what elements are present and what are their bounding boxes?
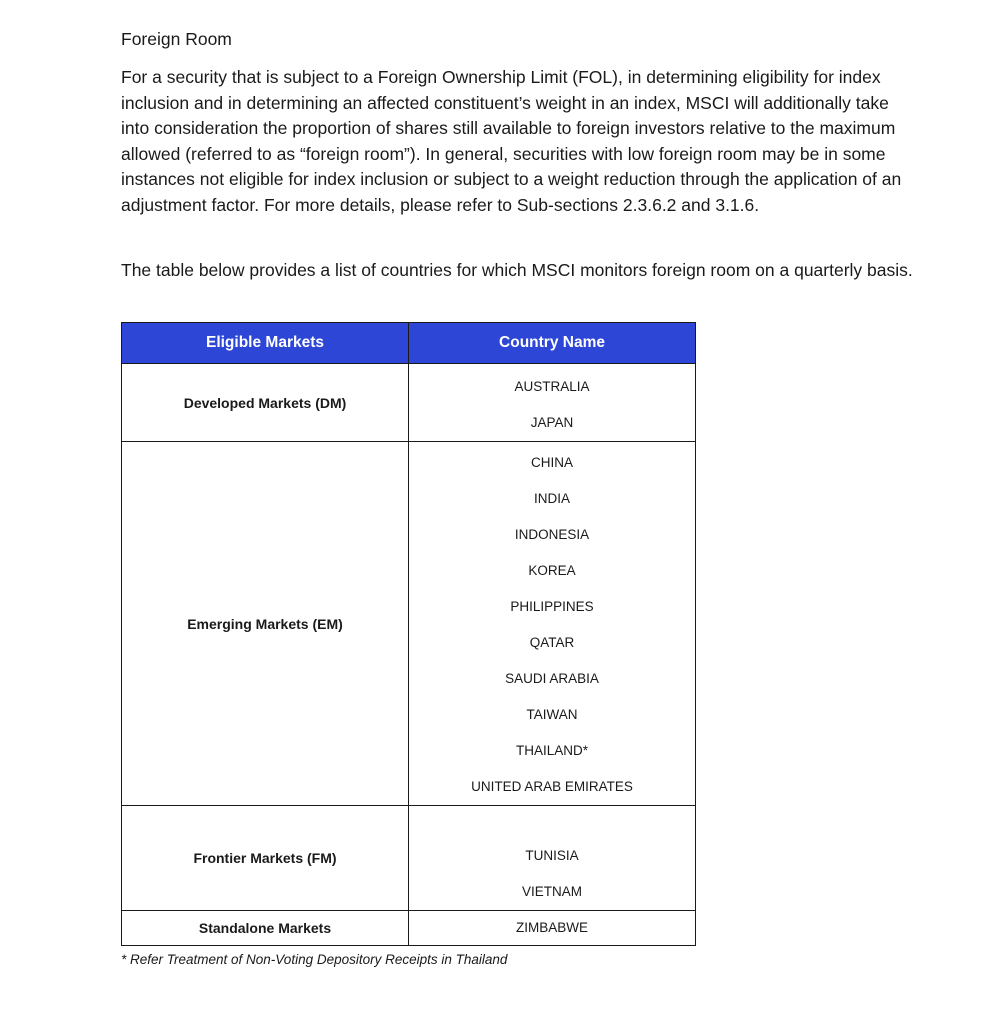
section-heading: Foreign Room xyxy=(121,29,232,49)
market-cell: Standalone Markets xyxy=(122,911,409,946)
table-row-developed-markets xyxy=(122,364,696,442)
country-name: AUSTRALIA xyxy=(514,379,590,394)
country-name: TAIWAN xyxy=(526,707,578,722)
country-name: VIETNAM xyxy=(521,884,582,899)
table-row-emerging-markets xyxy=(122,442,696,806)
country-name: THAILAND* xyxy=(515,743,588,758)
column-header-eligible-markets: Eligible Markets xyxy=(122,323,409,364)
foreign-room-countries-table xyxy=(121,322,696,946)
table-row-frontier-markets xyxy=(122,806,696,911)
country-cell xyxy=(409,911,696,946)
country-name: QATAR xyxy=(529,635,575,650)
country-cell xyxy=(409,442,696,806)
country-name: SAUDI ARABIA xyxy=(505,671,599,686)
country-name: JAPAN xyxy=(530,415,574,430)
market-cell: Emerging Markets (EM) xyxy=(122,442,409,806)
country-name: INDONESIA xyxy=(514,527,590,542)
country-name: INDIA xyxy=(533,491,570,506)
body-paragraph-foreign-room: For a security that is subject to a Foreign Ownership Limit (FOL), in determining eligibility for index inclusion and in determining an affected constituent’s weight in an index, MSCI will additionally take into consideration the proportion of shares still available to foreign investors relative to the maximum allowed (referred to as “foreign room”). In general, securities with low foreign room may be in some instances not eligible for index inclusion or subject to a weight reduction through the application of an adjustment factor. For more details, please refer to Sub-sections 2.3.6.2 and 3.1.6. xyxy=(121,67,902,215)
column-header-country-name: Country Name xyxy=(409,323,696,364)
country-name: KOREA xyxy=(528,563,576,578)
country-name: UNITED ARAB EMIRATES xyxy=(471,779,633,794)
country-name: PHILIPPINES xyxy=(510,599,594,614)
country-name: CHINA xyxy=(530,455,573,470)
country-cell xyxy=(409,806,696,911)
table-header-row xyxy=(122,323,696,364)
country-name: TUNISIA xyxy=(525,848,579,863)
market-cell: Developed Markets (DM) xyxy=(122,364,409,442)
country-name: ZIMBABWE xyxy=(515,920,588,935)
market-cell: Frontier Markets (FM) xyxy=(122,806,409,911)
table-row-standalone-markets xyxy=(122,911,696,946)
country-cell xyxy=(409,364,696,442)
body-paragraph-table-intro: The table below provides a list of countries for which MSCI monitors foreign room on a quarterly basis. xyxy=(121,260,913,280)
table-footnote: * Refer Treatment of Non-Voting Depository Receipts in Thailand xyxy=(121,952,508,967)
